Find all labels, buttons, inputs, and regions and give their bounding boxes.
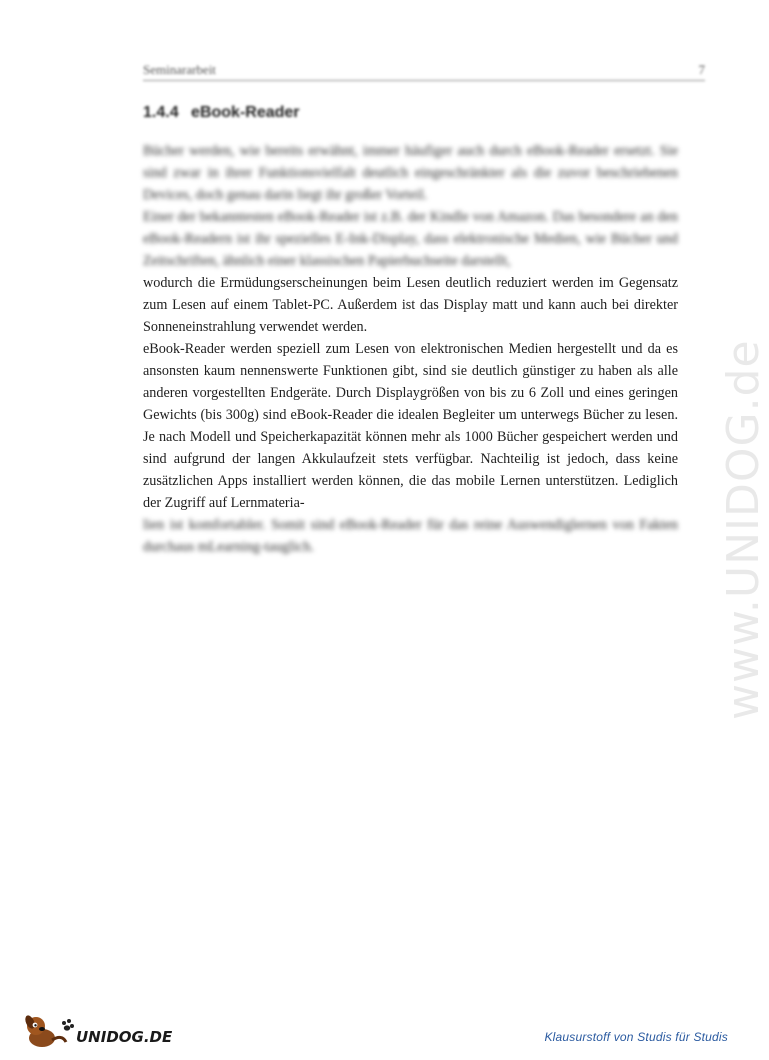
page-number: 7 [698, 62, 705, 77]
body-text [143, 140, 678, 558]
paragraph-blurred-1: Bücher werden, wie bereits erwähnt, immer häufiger auch durch eBook-Reader ersetzt. Sie sind zwar in ihrer Funktionsvielfalt deutlich eingeschränkter als die zuvor beschriebenen Devices, doch genau darin liegt ihr großer Vorteil. [143, 143, 678, 203]
section-number: 1.4.4 [143, 104, 179, 121]
paragraph-clear-1: wodurch die Ermüdungserscheinungen beim Lesen deutlich reduziert werden im Gegensatz zum Lesen auf einem Tablet-PC. Außerdem ist das Display matt und kann auch bei direkter Sonneneinstrahlung verwendet werden. [143, 275, 678, 335]
page-header [143, 62, 705, 81]
section-heading [143, 104, 703, 122]
paragraph-clear-2: eBook-Reader werden speziell zum Lesen von elektronischen Medien hergestellt und da es ansonsten kaum nennenswerte Funktionen gibt, sind sie deutlich günstiger zu haben als alle anderen vorgestellten Endgeräte. Durch Displaygrößen von bis zu 6 Zoll und eines geringen Gewichts (bis 300g) sind eBook-Reader die idealen Begleiter um unterwegs Bücher zu lesen. Je nach Modell und Speicherkapazität können mehr als 1000 Bücher gespeichert werden und sind aufgrund der langen Akkulaufzeit stets verfügbar. Nachteilig ist jedoch, dass keine zusätzlichen Apps installiert werden können, die das mobile Lernen unterstützen. Lediglich der Zugriff auf Lernmateria- [143, 341, 678, 511]
paragraph-blurred-2: Einer der bekanntesten eBook-Reader ist z.B. der Kindle von Amazon. Das besondere an den eBook-Readern ist ihr spezielles E-Ink-Display, dass elektronische Medien, wie Bücher und Zeitschriften, ähnlich einer klassischen Papierbuchseite darstellt, [143, 209, 678, 269]
footer-tagline: Klausurstoff von Studis für Studis [544, 1030, 728, 1044]
watermark-text: www.UNIDOG.de [718, 339, 769, 720]
section-title: eBook-Reader [191, 104, 300, 121]
dog-mascot-icon [22, 1014, 76, 1050]
unidog-logo[interactable] [22, 1014, 173, 1050]
paragraph-blurred-3: lien ist komfortabler. Somit sind eBook-Reader für das reine Auswendiglernen von Fakten durchaus mLearning-tauglich. [143, 517, 678, 555]
header-title: Seminararbeit [143, 62, 216, 77]
logo-brand-text: UNIDOG.DE [76, 1028, 173, 1046]
